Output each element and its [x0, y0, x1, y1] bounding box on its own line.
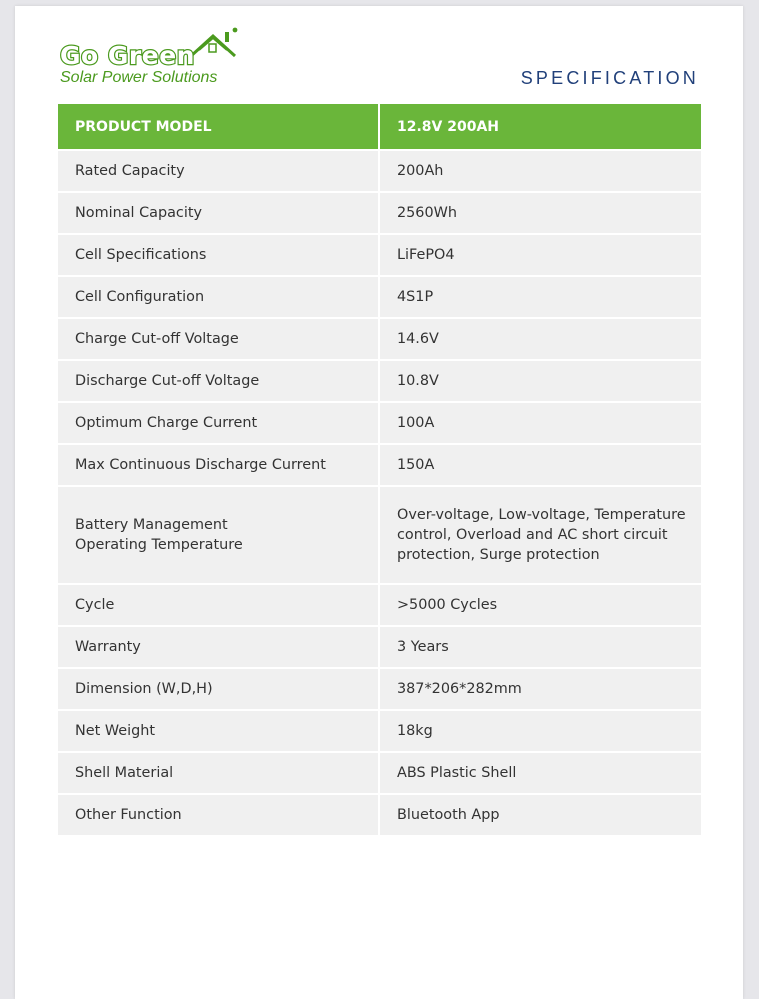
- spec-label: Charge Cut-off Voltage: [58, 318, 379, 360]
- house-icon: [189, 26, 239, 60]
- spec-label: Discharge Cut-off Voltage: [58, 360, 379, 402]
- table-row: [58, 402, 701, 444]
- specification-table: [58, 104, 701, 837]
- table-row: [58, 360, 701, 402]
- spec-label: Rated Capacity: [58, 150, 379, 192]
- spec-value: 18kg: [379, 710, 701, 752]
- go-green-logo: [59, 24, 239, 86]
- table-row: [58, 276, 701, 318]
- table-header-row: [58, 104, 701, 150]
- spec-label: Dimension (W,D,H): [58, 668, 379, 710]
- spec-label: Cell Specifications: [58, 234, 379, 276]
- table-row: [58, 710, 701, 752]
- section-title: SPECIFICATION: [520, 68, 699, 88]
- spec-label: Net Weight: [58, 710, 379, 752]
- table-row-multiline: [58, 486, 701, 584]
- spec-value: 100A: [379, 402, 701, 444]
- table-row: [58, 444, 701, 486]
- table-row: [58, 192, 701, 234]
- spec-value: 2560Wh: [379, 192, 701, 234]
- spec-label-line: Battery Management: [75, 517, 228, 533]
- table-row: [58, 626, 701, 668]
- spec-label: Cell Configuration: [58, 276, 379, 318]
- spec-label: Other Function: [58, 794, 379, 836]
- table-row: [58, 318, 701, 360]
- spec-sheet-page: [15, 6, 743, 999]
- spec-label: Nominal Capacity: [58, 192, 379, 234]
- spec-label: Max Continuous Discharge Current: [58, 444, 379, 486]
- spec-value: 10.8V: [379, 360, 701, 402]
- spec-value: 14.6V: [379, 318, 701, 360]
- table-row: [58, 150, 701, 192]
- spec-label: Cycle: [58, 584, 379, 626]
- brand-subtitle: Solar Power Solutions: [60, 69, 218, 86]
- spec-value-line: control, Overload and AC short circuit: [397, 527, 668, 543]
- spec-label-line: Operating Temperature: [75, 537, 243, 553]
- spec-value: >5000 Cycles: [379, 584, 701, 626]
- spec-label: Shell Material: [58, 752, 379, 794]
- spec-value: 200Ah: [379, 150, 701, 192]
- spec-value: 387*206*282mm: [379, 668, 701, 710]
- spec-value: ABS Plastic Shell: [379, 752, 701, 794]
- spec-label: [58, 486, 379, 584]
- spec-value: 3 Years: [379, 626, 701, 668]
- spec-value-line: protection, Surge protection: [397, 547, 600, 563]
- table-row: [58, 752, 701, 794]
- spec-value-line: Over-voltage, Low-voltage, Temperature: [397, 507, 686, 523]
- header-label: PRODUCT MODEL: [58, 104, 379, 150]
- spec-value: 150A: [379, 444, 701, 486]
- table-row: [58, 584, 701, 626]
- spec-value: [379, 486, 701, 584]
- brand-title: Go Green: [60, 41, 195, 70]
- spec-label: Warranty: [58, 626, 379, 668]
- spec-value: LiFePO4: [379, 234, 701, 276]
- table-row: [58, 234, 701, 276]
- header-value: 12.8V 200AH: [379, 104, 701, 150]
- spec-value: 4S1P: [379, 276, 701, 318]
- spec-label: Optimum Charge Current: [58, 402, 379, 444]
- table-row: [58, 794, 701, 836]
- table-row: [58, 668, 701, 710]
- spec-value: Bluetooth App: [379, 794, 701, 836]
